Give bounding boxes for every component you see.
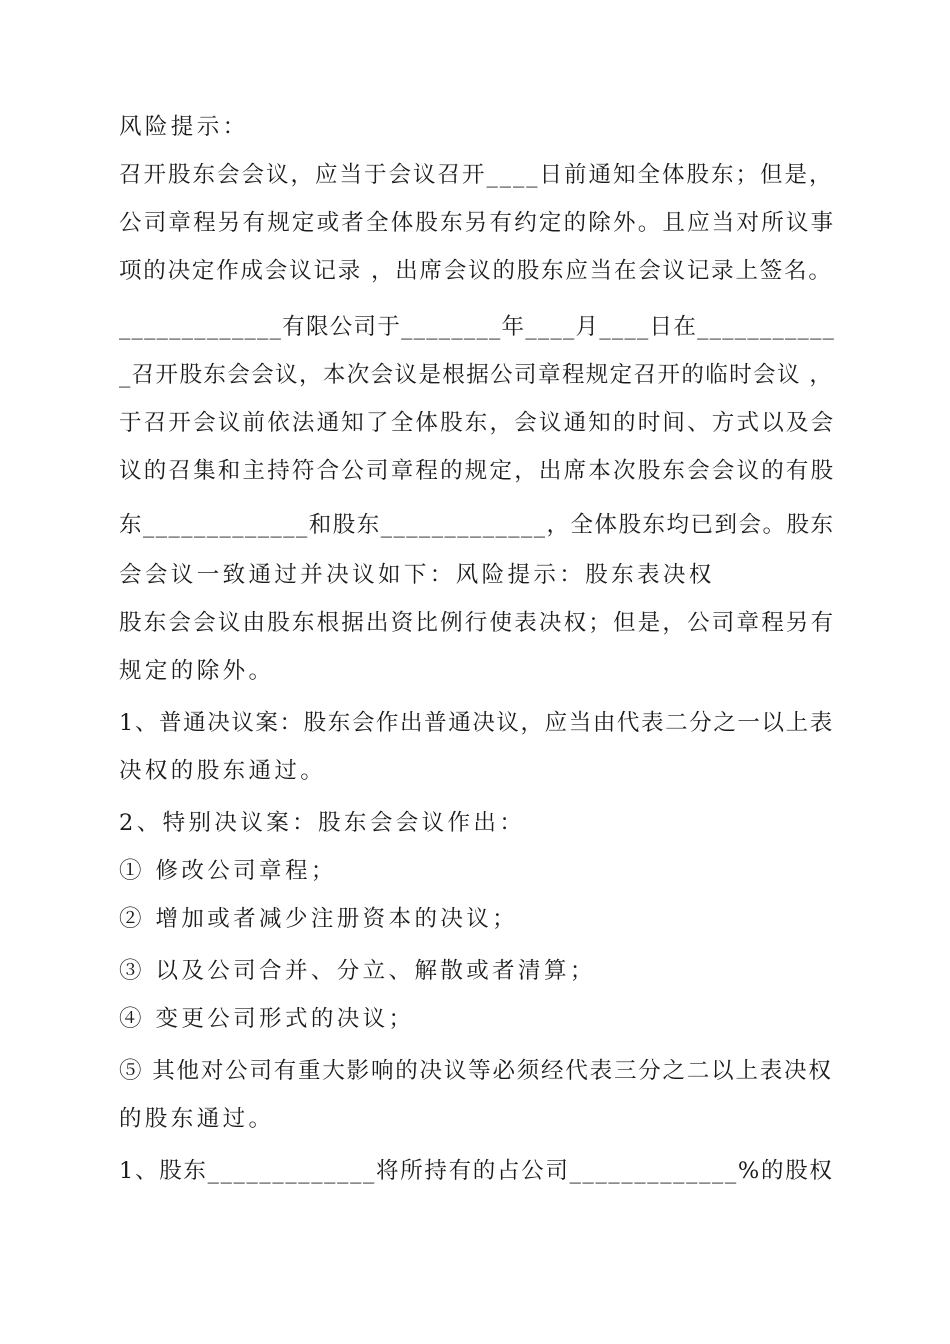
risk-notice-heading: 风险提示： (119, 114, 249, 140)
paragraph-line: 议的召集和主持符合公司章程的规定，出席本次股东会会议的有股 (119, 458, 836, 484)
list-item: ④ 变更公司形式的决议； (119, 1006, 415, 1032)
paragraph-line: 规定的除外。 (119, 658, 275, 684)
paragraph-line: _召开股东会会议，本次会议是根据公司章程规定召开的临时会议 ， (119, 362, 834, 388)
paragraph-line: 股东会会议由股东根据出资比例行使表决权；但是，公司章程另有 (119, 610, 836, 636)
list-item-special-resolution: 2、特别决议案：股东会会议作出： (119, 810, 526, 836)
list-item: ③ 以及公司合并、分立、解散或者清算； (119, 958, 596, 984)
list-item: ② 增加或者减少注册资本的决议； (119, 906, 519, 932)
paragraph-line: 决权的股东通过。 (119, 758, 327, 784)
list-item: ⑤ 其他对公司有重大影响的决议等必须经代表三分之二以上表决权 (119, 1058, 833, 1084)
list-item: ① 修改公司章程； (119, 858, 337, 884)
paragraph-line: 的股东通过。 (119, 1106, 275, 1132)
paragraph-line: _____________有限公司于________年____月____日在___________ (119, 314, 836, 340)
list-item-share-transfer: 1、股东_____________将所持有的占公司_____________%的股权 (119, 1158, 834, 1184)
paragraph-line: 项的决定作成会议记录 ，出席会议的股东应当在会议记录上签名。 (119, 258, 833, 284)
paragraph-line: 于召开会议前依法通知了全体股东，会议通知的时间、方式以及会 (119, 410, 836, 436)
paragraph-line: 会会议一致通过并决议如下：风险提示：股东表决权 (119, 562, 715, 588)
paragraph-line: 东_____________和股东_____________，全体股东均已到会。股东 (119, 512, 835, 538)
paragraph-line: 公司章程另有规定或者全体股东另有约定的除外。且应当对所议事 (119, 210, 836, 236)
paragraph-line: 召开股东会会议，应当于会议召开____日前通知全体股东；但是， (119, 162, 834, 188)
list-item-ordinary-resolution: 1、普通决议案：股东会作出普通决议，应当由代表二分之一以上表 (119, 710, 834, 736)
